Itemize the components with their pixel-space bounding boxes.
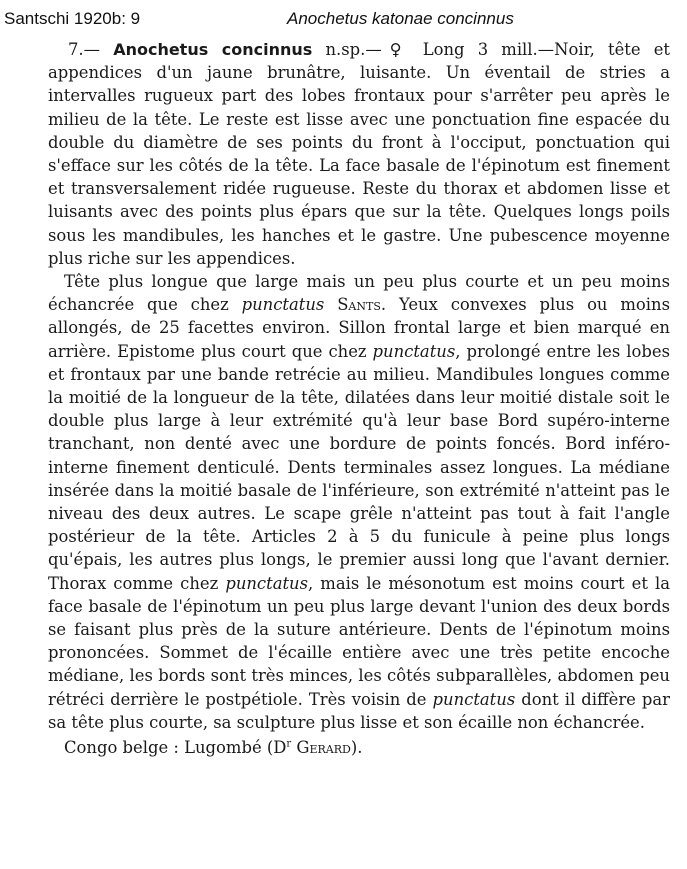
morphology-text-2: . Yeux convexes plus ou moins allongés, de 25 facettes environ. Sillon frontal large et bien marqué en arrière. Epistome plus court que chez bbox=[48, 295, 670, 361]
punctatus-ref-3: punctatus bbox=[225, 573, 309, 593]
citation-label: Santschi 1920b: 9 bbox=[4, 9, 141, 28]
punctatus-ref-2: punctatus bbox=[372, 341, 456, 361]
locality-paragraph bbox=[48, 736, 670, 759]
morphology-text-4: , mais le mésonotum est moins court et la face basale de l'épinotum un peu plus large devant l'union des deux bords se faisant plus près de la suture antérieure. Dents de l'épinotum moins prononcées. Sommet de l'écaille entière avec une très petite encoche médiane, les bords sont très minces, les côtés subparallèles, abdomen peu rétréci derrière le postpétiole. Très voisin de bbox=[48, 573, 670, 709]
species-number: 7.— bbox=[68, 40, 101, 59]
title-superscript: r bbox=[286, 738, 292, 750]
morphology-text-5: dont il diffère par sa tête plus courte, sa sculpture plus lisse et son écaille non échancrée. bbox=[48, 689, 670, 732]
author-sants: Sants bbox=[337, 295, 381, 315]
species-name: Anochetus concinnus bbox=[113, 40, 313, 59]
punctatus-ref-1: punctatus bbox=[241, 295, 325, 315]
punctatus-ref-4: punctatus bbox=[432, 689, 516, 709]
morphology-paragraph bbox=[48, 270, 670, 734]
document-body bbox=[48, 38, 670, 759]
collector-name: Gerard bbox=[291, 738, 351, 758]
description-text: n.sp.—♀ Long 3 mill.—Noir, tête et appendices d'un jaune brunâtre, luisante. Un éventail de stries a intervalles rugueux part des lobes frontaux pour s'arrêter peu après le milieu de la tête. Le reste est lisse avec une ponctuation fine espacée du double du diamètre de ses points du front à l'occiput, ponctuation qui s'efface sur les côtés de la tête. La face basale de l'épinotum est finement et transversalement ridée rugueuse. Reste du thorax et abdomen lisse et luisants avec des points plus épars que sur la tête. Quelques longs poils sous les mandibules, les hanches et le gastre. Une pubescence moyenne plus riche sur les appendices. bbox=[48, 40, 671, 268]
species-description-paragraph bbox=[48, 38, 670, 270]
taxon-title: Anochetus katonae concinnus bbox=[287, 9, 514, 28]
page-header bbox=[0, 6, 687, 32]
locality-close: ). bbox=[350, 738, 363, 758]
locality-text: Congo belge : Lugombé (D bbox=[64, 738, 287, 758]
morphology-text-3: , prolongé entre les lobes et frontaux par une bande retrécie au milieu. Mandibules longues comme la moitié de la longueur de la tête, dilatées dans leur moitié distale soit le double plus large à leur extrémité qu'à leur base Bord supéro-interne tranchant, non denté avec une bordure de points foncés. Bord inféro-interne finement denticulé. Dents terminales assez longues. La médiane insérée dans la moitié basale de l'inférieure, son extrémité n'atteint pas le niveau des deux autres. Le scape grêle n'atteint pas tout à fait l'angle postérieur de la tête. Articles 2 à 5 du funicule à peine plus longs qu'épais, les autres plus longs, le premier aussi long que l'avant dernier. Thorax comme chez bbox=[48, 341, 670, 593]
morphology-text-1: Tête plus longue que large mais un peu plus courte et un peu moins échancrée que chez bbox=[48, 272, 670, 315]
